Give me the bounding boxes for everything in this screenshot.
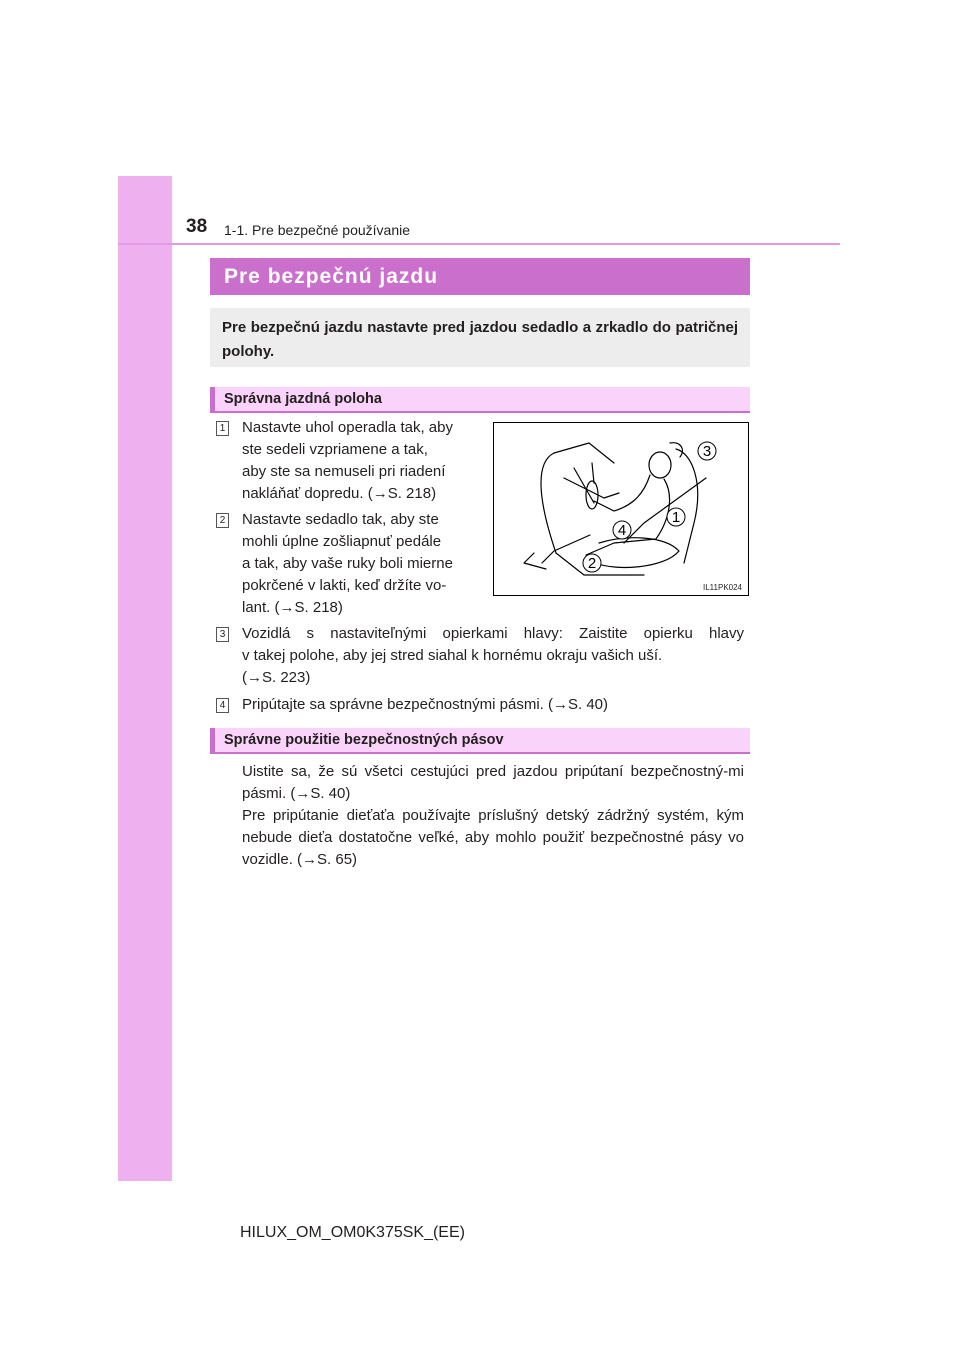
item-text: Pripútajte sa správne bezpečnostnými pásmi. (→S. 40) xyxy=(242,696,608,713)
paragraph-1: Uistite sa, že sú všetci cestujúci pred jazdou pripútaní bezpečnostný-mi pásmi. (→S. 40) xyxy=(242,763,744,802)
section-title: Pre bezpečnú jazdu xyxy=(210,258,750,295)
callout-4 xyxy=(613,521,631,539)
svg-text:3: 3 xyxy=(702,443,712,460)
subheading-driving-position: Správna jazdná poloha xyxy=(210,387,750,413)
figure-code: IL11PK024 xyxy=(703,583,742,592)
document-id: HILUX_OM_OM0K375SK_(EE) xyxy=(240,1224,465,1241)
sidebar-tab xyxy=(118,176,172,1181)
chapter-title: 1-1. Pre bezpečné používanie xyxy=(224,222,411,238)
paragraph-2: Pre pripútanie dieťaťa používajte príslušný detský zádržný systém, kým nebude dieťa dostatočne veľké, aby mohlo použiť bezpečnostné pásy vo vozidle. (→S. 65) xyxy=(242,807,744,868)
svg-text:2: 2 xyxy=(587,555,597,572)
callout-2 xyxy=(583,554,601,572)
item-text: Vozidlá s nastaviteľnými opierkami hlavy: Zaistite opierku hlavy v takej polohe, aby jej stred siahal k hornému okraju vašich uší. (→S. 223) xyxy=(242,625,744,686)
callout-1 xyxy=(667,508,685,526)
header-divider xyxy=(118,243,840,245)
subheading-seatbelts: Správne použitie bezpečnostných pásov xyxy=(210,728,750,754)
svg-text:4: 4 xyxy=(617,522,627,539)
item-number: 2 xyxy=(216,513,229,528)
driving-position-figure xyxy=(493,422,749,596)
item-text: Nastavte uhol operadla tak, aby ste sedeli vzpriamene a tak, aby ste sa nemuseli pri riadení nakláňať dopredu. (→S. 218) xyxy=(242,419,453,502)
item-number: 1 xyxy=(216,421,229,436)
seatbelt-paragraph xyxy=(242,761,744,871)
item-number: 3 xyxy=(216,627,229,642)
item-text: Nastavte sedadlo tak, aby ste mohli úplne zošliapnuť pedále a tak, aby vaše ruky boli mierne pokrčené v lakti, keď držíte vo- lant. (→S. 218) xyxy=(242,511,453,616)
svg-text:1: 1 xyxy=(671,509,681,526)
item-number: 4 xyxy=(216,698,229,713)
driver-seat-illustration xyxy=(494,423,750,597)
intro-box: Pre bezpečnú jazdu nastavte pred jazdou sedadlo a zrkadlo do patričnej polohy. xyxy=(210,308,750,367)
page-number: 38 xyxy=(186,216,208,237)
callout-3 xyxy=(698,442,716,460)
